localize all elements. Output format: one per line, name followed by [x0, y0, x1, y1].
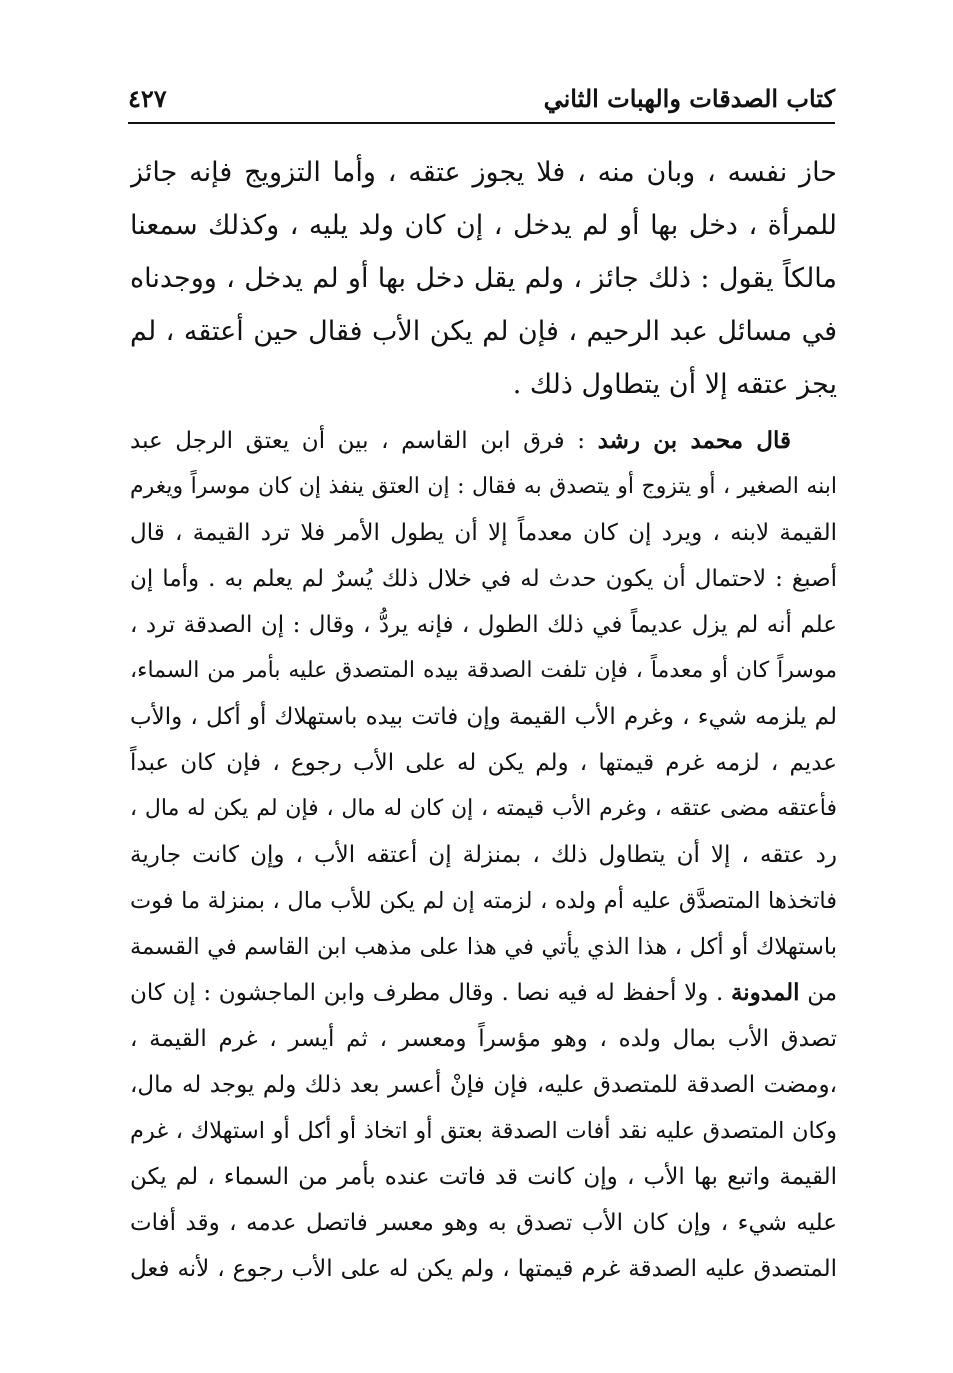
text-line: حاز نفسه ، وبان منه ، فلا يجوز عتقه ، وأما التزويج فإنه جائز [130, 157, 837, 188]
header-rule [128, 122, 835, 124]
text-line: القيمة لابنه ، ويرد إن كان معدماً إلا أن يطول الأمر فلا ترد القيمة ، قال [130, 520, 837, 546]
text-line: في مسائل عبد الرحيم ، فإن لم يكن الأب فقال حين أعتقه ، لم [130, 316, 837, 347]
mudawwana-prefix: من [807, 980, 837, 1006]
text-line: وكان المتصدق عليه نقد أفات الصدقة بعتق أو اتخاذ أو أكل أو استهلاك ، غرم [130, 1118, 837, 1144]
mudawwana-title: المدونة [730, 979, 800, 1006]
text-line-mudawwana [130, 970, 837, 1016]
page-header [128, 78, 835, 118]
page-number: ٤٢٧ [128, 84, 167, 113]
text-line: ،ومضت الصدقة للمتصدق عليه، فإن فإنْ أعسر بعد ذلك ولم يوجد له مال، [130, 1072, 837, 1098]
text-line: علم أنه لم يزل عديماً في ذلك الطول ، فإنه يردُّ ، وقال : إن الصدقة ترد ، [130, 612, 837, 638]
text-line: موسراً كان أو معدماً ، فإن تلفت الصدقة بيده المتصدق عليه بأمر من السماء، [130, 658, 837, 683]
text-line: للمرأة ، دخل بها أو لم يدخل ، إن كان ولد يليه ، وكذلك سمعنا [130, 210, 837, 241]
text-line: فاتخذها المتصدَّق عليه أم ولده ، لزمته إن لم يكن للأب مال ، بمنزلة ما فوت [130, 888, 837, 914]
mudawwana-rest: . ولا أحفظ له فيه نصا . وقال مطرف وابن الماجشون : إن كان [130, 980, 724, 1006]
text-line: رد عتقه ، إلا أن يتطاول ذلك ، بمنزلة إن أعتقه الأب ، وإن كانت جارية [130, 842, 837, 868]
text-line: باستهلاك أو أكل ، هذا الذي يأتي في هذا على مذهب ابن القاسم في القسمة [130, 934, 837, 960]
text-line: عديم ، لزمه غرم قيمتها ، ولم يكن له على الأب رجوع ، فإن كان عبداً [130, 750, 837, 776]
passage-top [130, 146, 837, 411]
text-line: فأعتقه مضى عتقه ، وغرم الأب قيمته ، إن كان له مال ، فإن لم يكن له مال ، [130, 796, 837, 821]
opening-text: : فرق ابن القاسم ، بين أن يعتق الرجل عبد [130, 428, 585, 454]
text-line: القيمة واتبع بها الأب ، وإن كانت قد فاتت عنده بأمر من السماء ، لم يكن [130, 1164, 837, 1190]
text-line: المتصدق عليه الصدقة غرم قيمتها ، ولم يكن له على الأب رجوع ، لأنه فعل [130, 1256, 837, 1282]
text-line: تصدق الأب بمال ولده ، وهو مؤسراً ومعسر ، ثم أيسر ، غرم القيمة ، [130, 1026, 837, 1052]
text-line-opening [130, 418, 837, 464]
text-line: لم يلزمه شيء ، وغرم الأب القيمة وإن فاتت بيده باستهلاك أو أكل ، والأب [130, 704, 837, 730]
text-line: أصبغ : لاحتمال أن يكون حدث له في خلال ذلك يُسرٌ لم يعلم به . وأما إن [130, 566, 837, 592]
text-line: عليه شيء ، وإن كان الأب تصدق به وهو معسر فاتصل عدمه ، وقد أفات [130, 1210, 837, 1236]
commentary-passage [130, 418, 837, 1292]
running-title: كتاب الصدقات والهبات الثاني [543, 84, 835, 113]
text-line: ابنه الصغير ، أو يتزوج أو يتصدق به فقال : إن العتق ينفذ إن كان موسراً ويغرم [130, 474, 837, 499]
text-line: مالكاً يقول : ذلك جائز ، ولم يقل دخل بها أو لم يدخل ، ووجدناه [130, 263, 837, 294]
text-line: يجز عتقه إلا أن يتطاول ذلك . [512, 369, 837, 400]
speaker-attribution: قال محمد بن رشد [597, 427, 791, 454]
